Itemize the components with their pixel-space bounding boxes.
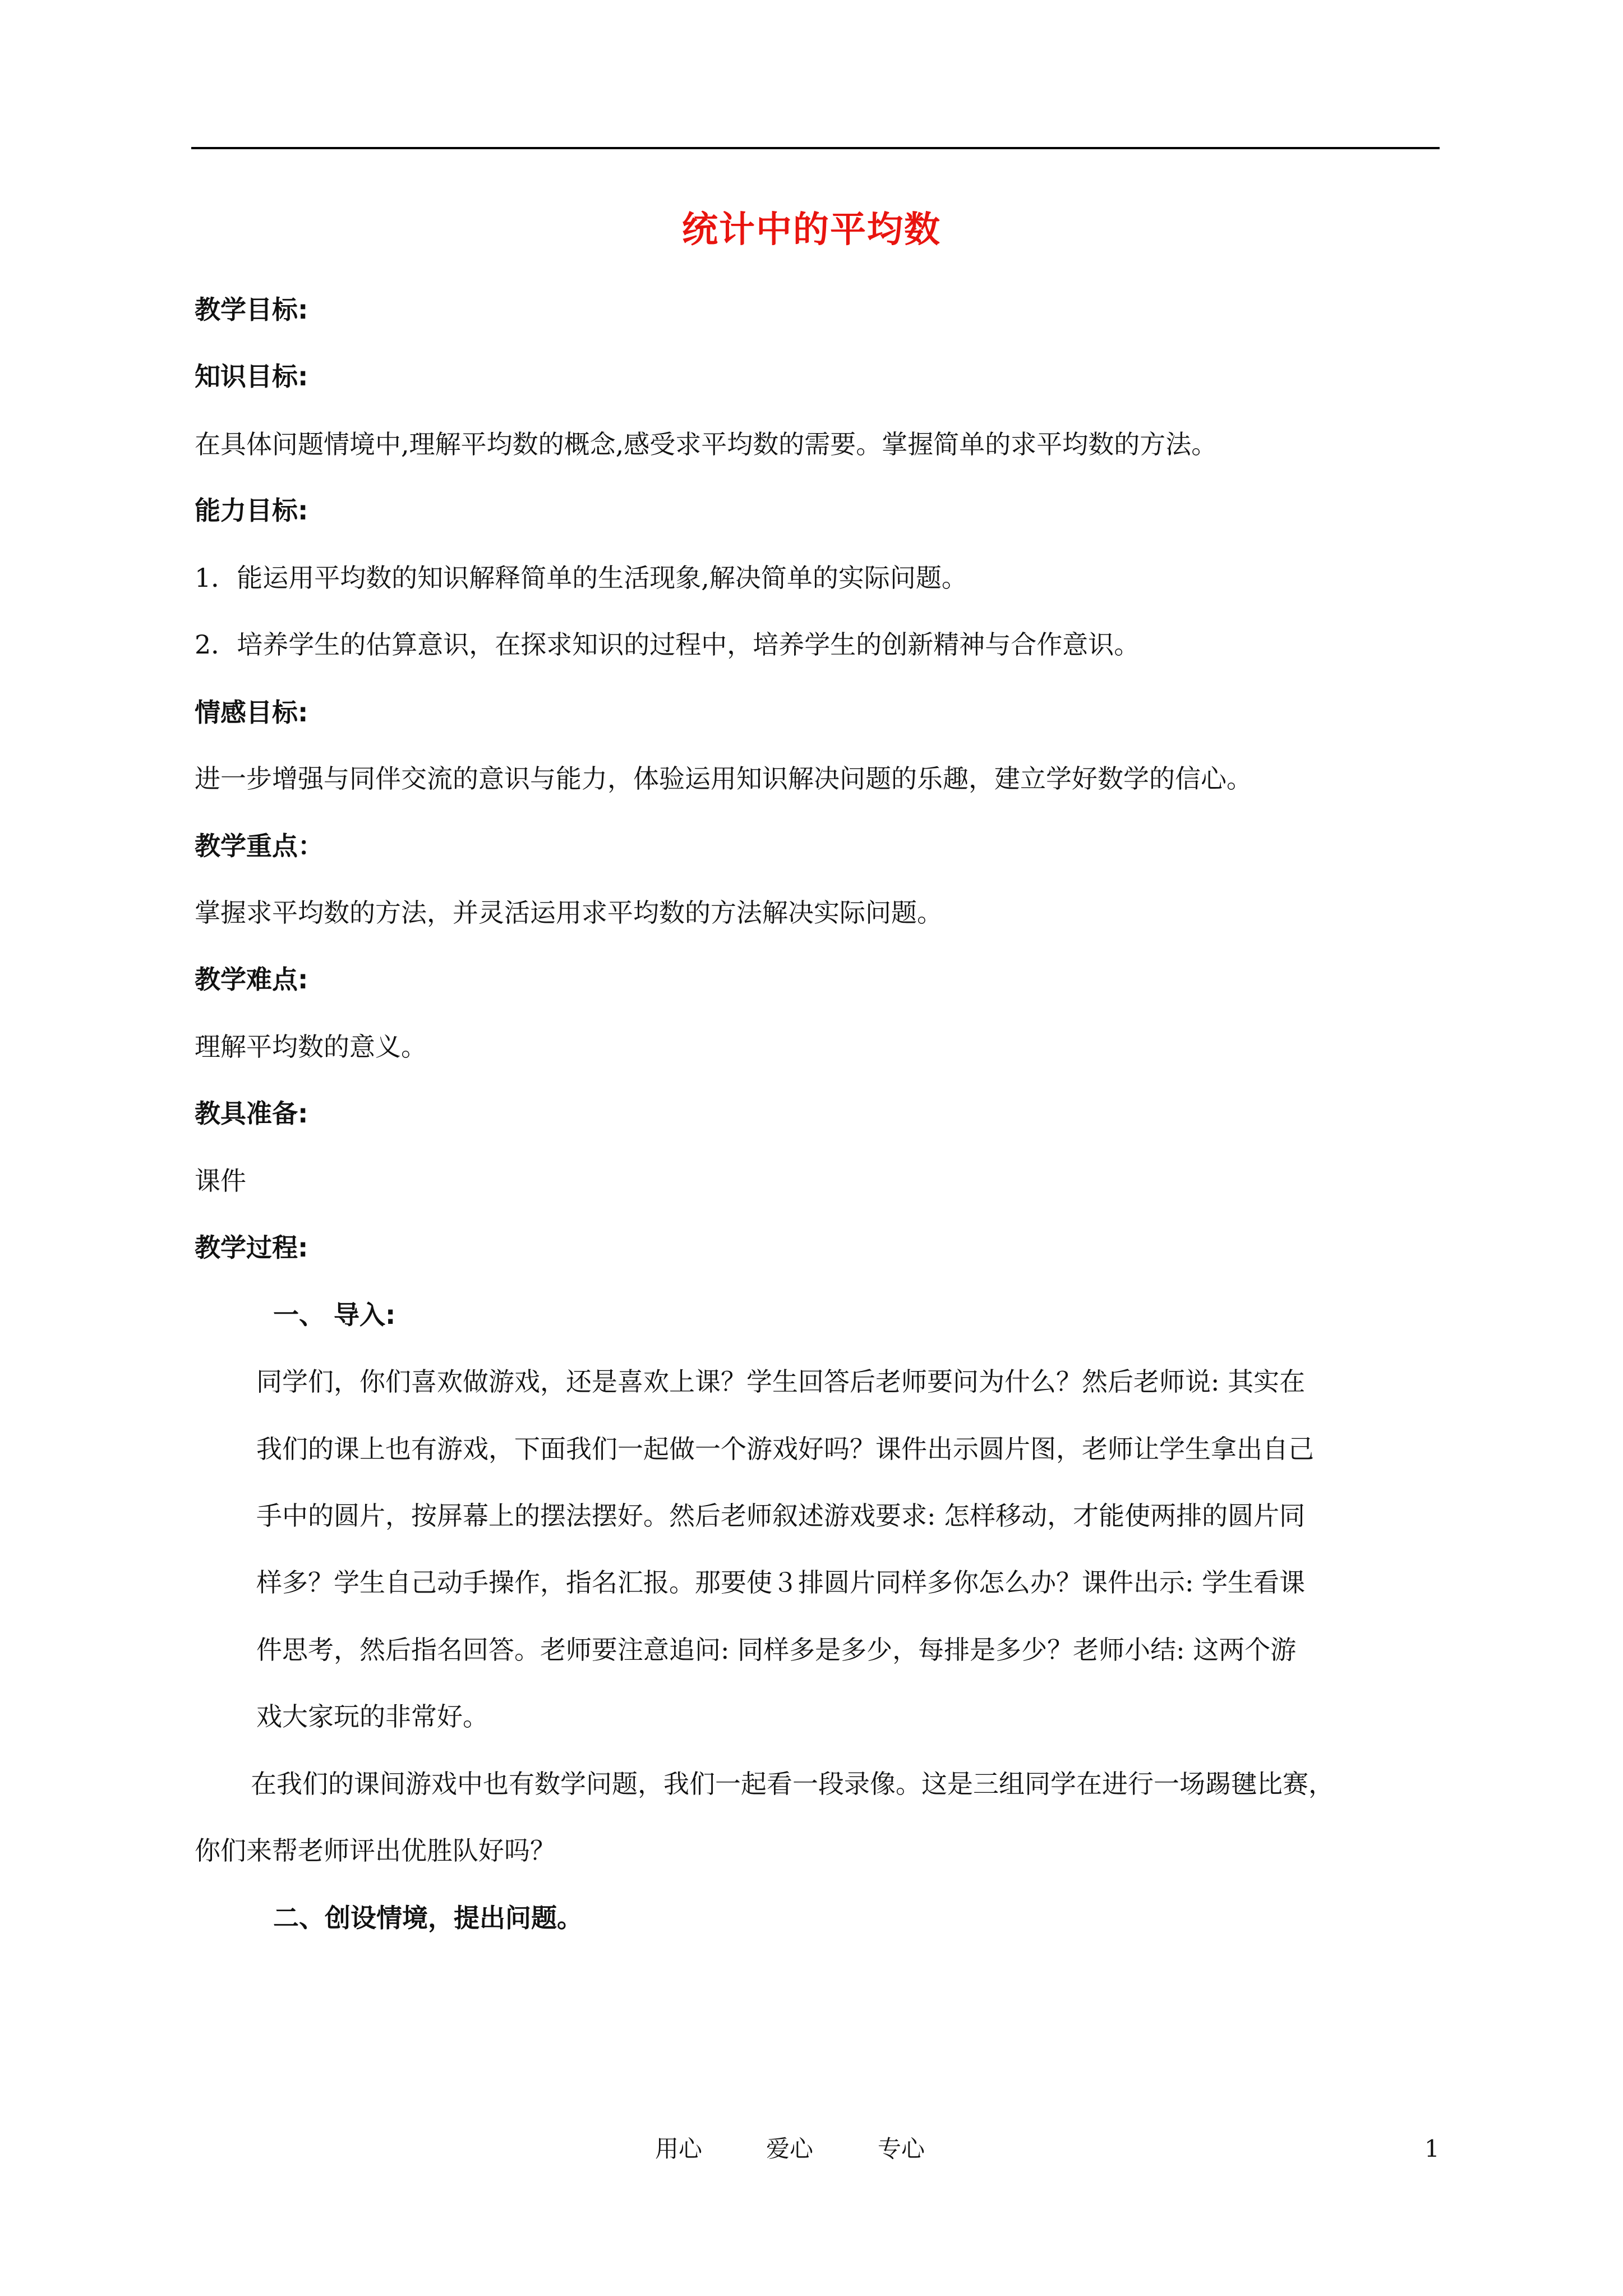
paragraph-emotional-goals: 进一步增强与同伴交流的意识与能力，体验运用知识解决问题的乐趣，建立学好数学的信心。 (195, 763, 1252, 794)
paragraph-knowledge-goals: 在具体问题情境中,理解平均数的概念,感受求平均数的需要。掌握简单的求平均数的方法。 (195, 429, 1218, 459)
footer-slogan-3: 专心 (878, 2135, 925, 2162)
page-number: 1 (1424, 2135, 1440, 2162)
heading-knowledge-goals: 知识目标: (195, 361, 308, 392)
paragraph-line: 在我们的课间游戏中也有数学问题，我们一起看一段录像。这是三组同学在进行一场踢毽比赛， (251, 1769, 1334, 1799)
paragraph-teaching-aids: 课件 (195, 1166, 246, 1196)
heading-teaching-process: 教学过程: (195, 1232, 308, 1263)
list-item-ability-1: 1．能运用平均数的知识解释简单的生活现象,解决简单的实际问题。 (195, 563, 967, 593)
paragraph-line: 戏大家玩的非常好。 (256, 1701, 488, 1732)
heading-teaching-goals: 教学目标: (195, 295, 308, 325)
heading-introduction: 一、 导入: (273, 1300, 396, 1330)
paragraph-line: 手中的圆片，按屏幕上的摆法摆好。然后老师叙述游戏要求: 怎样移动，才能使两排的圆片同 (256, 1501, 1306, 1531)
paragraph-difficulties: 理解平均数的意义。 (195, 1032, 427, 1062)
paragraph-line: 同学们，你们喜欢做游戏，还是喜欢上课？学生回答后老师要问为什么？然后老师说: 其实在 (256, 1366, 1306, 1397)
footer-slogan-2: 爱心 (766, 2135, 814, 2162)
list-item-ability-2: 2．培养学生的估算意识，在探求知识的过程中，培养学生的创新精神与合作意识。 (195, 629, 1140, 660)
paragraph-line: 你们来帮老师评出优胜队好吗？ (195, 1835, 556, 1866)
paragraph-line: 件思考，然后指名回答。老师要注意追问: 同样多是多少，每排是多少？老师小结: 这两个游 (256, 1635, 1297, 1665)
document-title: 统计中的平均数 (682, 209, 941, 251)
paragraph-key-points: 掌握求平均数的方法，并灵活运用求平均数的方法解决实际问题。 (195, 898, 943, 928)
heading-difficulties: 教学难点: (195, 964, 308, 995)
paragraph-line: 样多？学生自己动手操作，指名汇报。那要使３排圆片同样多你怎么办？课件出示: 学生看课 (256, 1567, 1306, 1598)
heading-key-points: 教学重点： (195, 831, 324, 861)
heading-teaching-aids: 教具准备: (195, 1098, 308, 1129)
paragraph-line: 我们的课上也有游戏，下面我们一起做一个游戏好吗？课件出示圆片图，老师让学生拿出自己 (256, 1434, 1314, 1464)
header-rule (191, 147, 1440, 149)
footer-slogan-1: 用心 (655, 2135, 703, 2162)
heading-emotional-goals: 情感目标: (195, 697, 308, 728)
heading-scenario: 二、创设情境，提出问题。 (273, 1903, 583, 1933)
heading-ability-goals: 能力目标: (195, 495, 308, 526)
